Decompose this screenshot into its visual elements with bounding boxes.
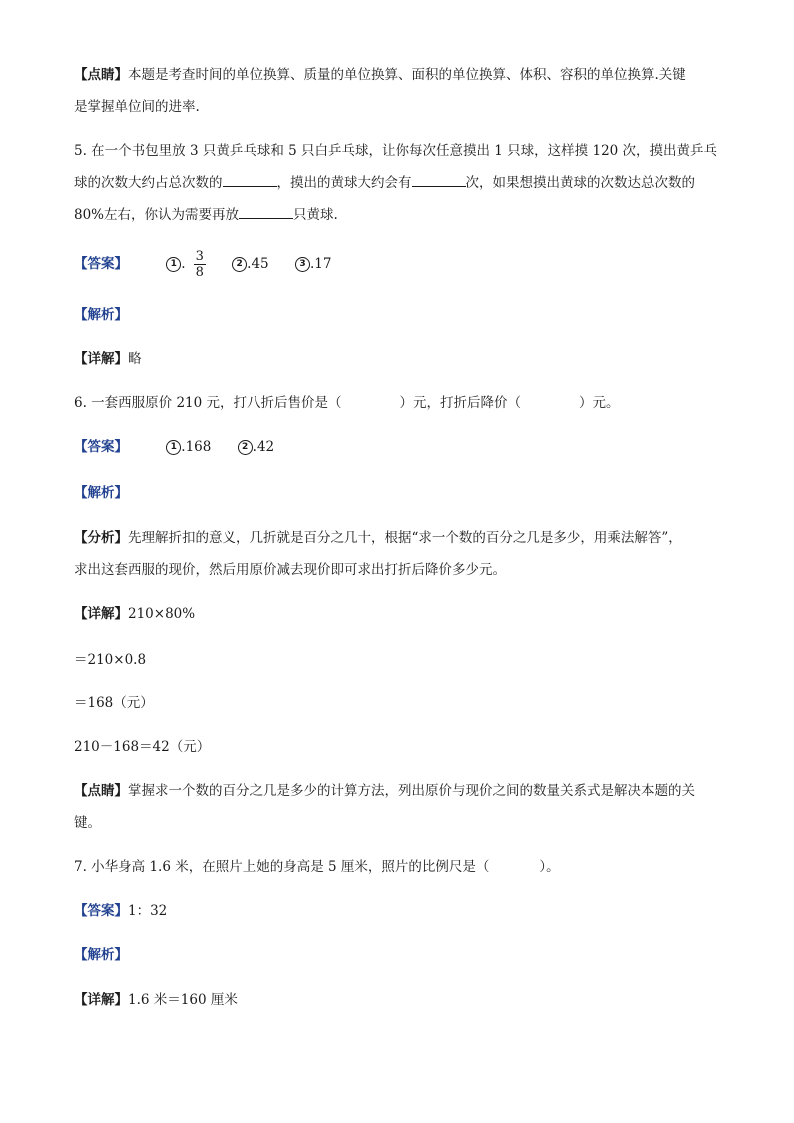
circled-number-icon: 2 [238, 440, 253, 455]
q5-answer-2-value: .45 [247, 256, 269, 272]
circled-number-icon: 1 [166, 440, 181, 455]
q6-text-c: ）元。 [579, 395, 620, 411]
circled-number-icon: 2 [232, 257, 247, 272]
q4-dianjing-line2: 是掌握单位间的进率. [74, 99, 200, 115]
xiangjie-tag: 【详解】 [74, 992, 128, 1008]
q6-calc-4: 210－168＝42（元） [74, 739, 211, 755]
q6-fenxi-text1: 先理解折扣的意义，几折就是百分之几十，根据“求一个数的百分之几是多少，用乘法解答”， [128, 530, 682, 546]
jiexi-tag: 【解析】 [74, 307, 128, 323]
q5-blank-1[interactable] [223, 174, 277, 187]
q6-xiangjie [74, 605, 195, 623]
q6-dianjing-line2: 键。 [74, 815, 101, 831]
fraction-numerator: 3 [195, 249, 204, 264]
q5-text-e: 只黄球. [293, 207, 338, 223]
q5-answer-3 [295, 246, 331, 282]
q5-jiexi [74, 306, 128, 324]
q5-answer-line [74, 246, 353, 282]
answer-tag: 【答案】 [74, 256, 128, 272]
q5-answers [166, 249, 353, 280]
jiexi-tag: 【解析】 [74, 485, 128, 501]
q6-calc-2: ＝210×0.8 [74, 652, 147, 668]
q4-dianjing-line1 [74, 66, 686, 84]
answer-tag: 【答案】 [74, 439, 128, 455]
q5-text-b: ，摸出的黄球大约会有 [276, 175, 412, 191]
dianjing-tag: 【点睛】 [74, 67, 128, 83]
q6-jiexi [74, 484, 128, 502]
fraction-denominator: 8 [195, 265, 204, 280]
q5-blank-3[interactable] [239, 206, 293, 219]
q5-answer-2 [232, 246, 268, 282]
q6-text-a: 6. 一套西服原价 210 元，打八折后售价是（ [74, 395, 342, 411]
q5-xiangjie-text: 略 [128, 351, 142, 367]
q7-jiexi [74, 946, 128, 964]
q6-calc-1: 210×80% [128, 606, 196, 622]
q5-blank-2[interactable] [412, 174, 466, 187]
q5-question-line2 [74, 174, 695, 192]
q7-answer-line [74, 902, 167, 920]
fenxi-tag: 【分析】 [74, 530, 128, 546]
answer-tag: 【答案】 [74, 903, 128, 919]
q7-text-b: ）。 [539, 859, 560, 875]
q5-answer-1-dot: . [181, 256, 186, 272]
q6-question [74, 394, 620, 412]
q7-xiangjie-text: 1.6 米＝160 厘米 [128, 992, 238, 1008]
q5-text-d: 80%左右，你认为需要再放 [74, 207, 240, 223]
q6-answer-2-value: .42 [252, 439, 275, 455]
q6-fenxi-line1 [74, 529, 682, 547]
q6-answer-1 [166, 438, 211, 456]
q6-answer-2 [238, 438, 274, 456]
q6-answer-line [74, 438, 296, 456]
q5-xiangjie [74, 350, 142, 368]
q5-question-line3 [74, 206, 338, 224]
q5-question-line1: 5. 在一个书包里放 3 只黄乒乓球和 5 只白乒乓球，让你每次任意摸出 1 只球，这样摸 120 次，摸出黄乒乓 [74, 143, 718, 159]
q5-text-c: 次，如果想摸出黄球的次数达总次数的 [465, 175, 695, 191]
circled-number-icon: 3 [295, 257, 310, 272]
circled-number-icon: 1 [166, 257, 181, 272]
q6-dianjing-text1: 掌握求一个数的百分之几是多少的计算方法，列出原价与现价之间的数量关系式是解决本题的关 [128, 783, 695, 799]
dianjing-tag: 【点睛】 [74, 783, 128, 799]
jiexi-tag: 【解析】 [74, 947, 128, 963]
xiangjie-tag: 【详解】 [74, 606, 128, 622]
q7-text-a: 7. 小华身高 1.6 米，在照片上她的身高是 5 厘米，照片的比例尺是（ [74, 859, 490, 875]
q6-text-b: ）元，打折后降价（ [399, 395, 522, 411]
q5-answer-1 [166, 246, 206, 282]
q4-dianjing-text1: 本题是考查时间的单位换算、质量的单位换算、面积的单位换算、体积、容积的单位换算.关键 [128, 67, 686, 83]
fraction [194, 249, 206, 280]
q7-question [74, 858, 560, 876]
q6-calc-3: ＝168（元） [74, 695, 154, 711]
q6-answers [166, 439, 296, 455]
q5-answer-3-value: .17 [309, 256, 332, 272]
q7-xiangjie [74, 991, 238, 1009]
q6-fenxi-line2: 求出这套西服的现价，然后用原价减去现价即可求出打折后降价多少元。 [74, 562, 506, 578]
q7-answer-value: 1：32 [128, 903, 168, 919]
q5-text-a: 球的次数大约占总次数的 [74, 175, 223, 191]
q6-answer-1-value: .168 [181, 439, 212, 455]
xiangjie-tag: 【详解】 [74, 351, 128, 367]
q6-dianjing-line1 [74, 782, 695, 800]
